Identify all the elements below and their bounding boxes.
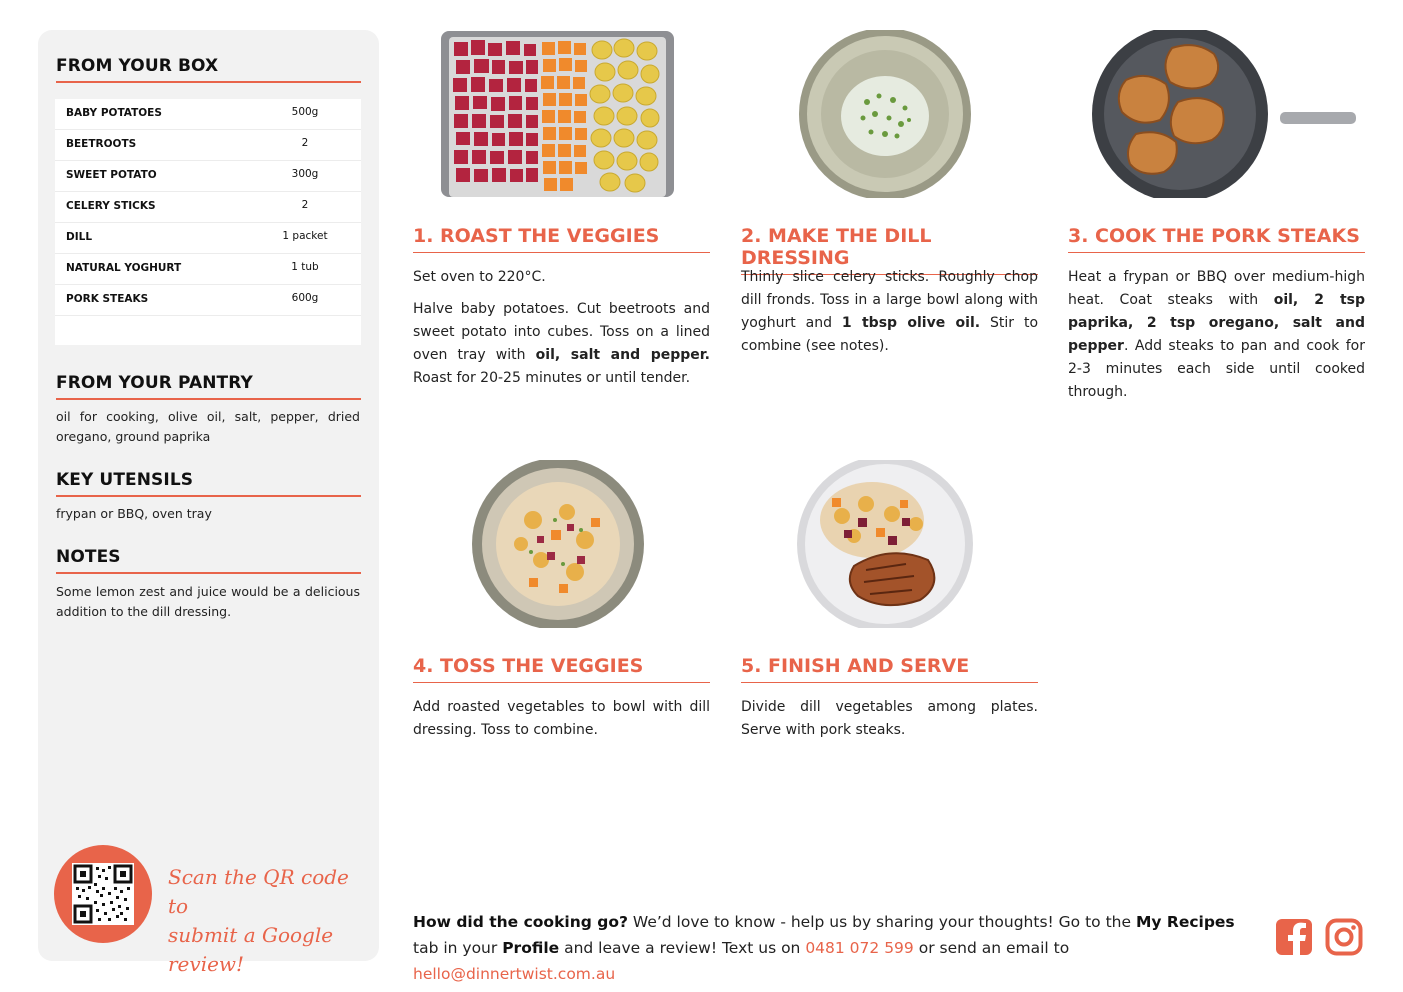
- step-1-paragraph: Set oven to 220°C.: [413, 269, 546, 285]
- table-row: [55, 192, 361, 223]
- footer-text: and leave a review! Text us on: [559, 939, 806, 957]
- phone-link[interactable]: 0481 072 599: [805, 939, 914, 957]
- table-row: [55, 130, 361, 161]
- qr-review-text: [168, 863, 368, 979]
- qr-code-icon[interactable]: [72, 863, 134, 925]
- step-1-paragraph: [413, 298, 710, 390]
- ingredient-name: NATURAL YOGHURT: [66, 262, 182, 274]
- from-box-title: FROM YOUR BOX: [56, 56, 361, 83]
- profile-link[interactable]: Profile: [502, 939, 560, 957]
- dill-dressing-photo: [797, 30, 973, 198]
- step-text-run: Thinly slice celery sticks. Roughly chop dill fronds. Toss in a large bowl along with yoghurt and: [741, 269, 1038, 331]
- utensils-title: KEY UTENSILS: [56, 470, 361, 497]
- step-5-text: [741, 696, 1038, 751]
- pantry-text: oil for cooking, olive oil, salt, pepper, dried oregano, ground paprika: [56, 409, 360, 444]
- feedback-footer: [413, 909, 1258, 987]
- ingredient-name: PORK STEAKS: [66, 293, 149, 305]
- email-link[interactable]: hello@dinnertwist.com.au: [413, 965, 616, 983]
- step-2-title: 2. MAKE THE DILL DRESSING: [741, 225, 1038, 275]
- step-2-paragraph: [741, 266, 1038, 358]
- step-5-title: 5. FINISH AND SERVE: [741, 655, 1038, 683]
- ingredient-name: DILL: [66, 231, 93, 243]
- qr-text-line: Scan the QR code to: [168, 865, 349, 918]
- step-text-bold: 1 tbsp olive oil.: [841, 315, 981, 331]
- ingredient-qty: 1 tub: [291, 261, 319, 273]
- pantry-title: FROM YOUR PANTRY: [56, 373, 361, 400]
- step-3-title: 3. COOK THE PORK STEAKS: [1068, 225, 1365, 253]
- finished-plate-photo: [796, 460, 974, 628]
- table-row: [55, 254, 361, 285]
- step-5-paragraph: Divide dill vegetables among plates. Serve with pork steaks.: [741, 699, 1038, 738]
- my-recipes-link[interactable]: My Recipes: [1135, 913, 1235, 931]
- step-text-bold: oil, 2 tsp paprika, 2 tsp oregano, salt and pepper: [1068, 292, 1365, 354]
- qr-text-line: submit a Google review!: [168, 923, 334, 976]
- ingredients-sidebar: [38, 30, 379, 976]
- step-text-bold: oil, salt and pepper.: [535, 347, 710, 363]
- table-row: [55, 285, 361, 316]
- ingredient-qty: 300g: [291, 168, 319, 180]
- footer-text: We’d love to know - help us by sharing your thoughts! Go to the: [627, 913, 1136, 931]
- utensils-text: frypan or BBQ, oven tray: [56, 506, 212, 521]
- instagram-icon[interactable]: [1325, 918, 1363, 956]
- qr-badge: [54, 845, 152, 943]
- ingredient-qty: 500g: [291, 106, 319, 118]
- footer-text: tab in your: [413, 939, 503, 957]
- notes-title: NOTES: [56, 547, 361, 574]
- step-4-paragraph: Add roasted vegetables to bowl with dill dressing. Toss to combine.: [413, 699, 710, 738]
- ingredient-qty: 600g: [291, 292, 319, 304]
- footer-question: How did the cooking go?: [413, 913, 628, 931]
- ingredient-qty: 1 packet: [282, 230, 328, 242]
- step-text-run: Stir to combine (see notes).: [741, 315, 1039, 354]
- step-3-paragraph: [1068, 266, 1365, 404]
- pork-steaks-pan-photo: [1090, 30, 1358, 198]
- table-row: [55, 223, 361, 254]
- step-4-text: [413, 696, 710, 751]
- step-text-run: Halve baby potatoes. Cut beetroots and sweet potato into cubes. Toss on a lined oven tray with: [413, 301, 710, 363]
- table-row: [55, 161, 361, 192]
- ingredient-name: BEETROOTS: [66, 138, 137, 150]
- step-text-run: Roast for 20-25 minutes or until tender.: [413, 370, 691, 386]
- step-text-run: . Add steaks to pan and cook for 2-3 minutes each side until cooked through.: [1068, 338, 1365, 400]
- ingredient-name: SWEET POTATO: [66, 169, 157, 181]
- roast-veggies-photo: [440, 30, 675, 198]
- step-4-title: 4. TOSS THE VEGGIES: [413, 655, 710, 683]
- ingredients-table: [55, 99, 361, 345]
- ingredient-qty: 2: [301, 199, 309, 211]
- ingredient-qty: 2: [301, 137, 309, 149]
- step-text-run: Heat a frypan or BBQ over medium-high heat. Coat steaks with: [1068, 269, 1365, 308]
- footer-text: or send an email to: [913, 939, 1070, 957]
- step-3-text: [1068, 266, 1365, 413]
- step-1-title: 1. ROAST THE VEGGIES: [413, 225, 710, 253]
- table-row: [55, 99, 361, 130]
- step-1-text: [413, 266, 710, 399]
- toss-veggies-photo: [471, 460, 645, 628]
- notes-text: Some lemon zest and juice would be a delicious addition to the dill dressing.: [56, 584, 360, 619]
- step-2-text: [741, 266, 1038, 367]
- facebook-icon[interactable]: [1275, 918, 1313, 956]
- ingredient-name: CELERY STICKS: [66, 200, 156, 212]
- ingredient-name: BABY POTATOES: [66, 107, 162, 119]
